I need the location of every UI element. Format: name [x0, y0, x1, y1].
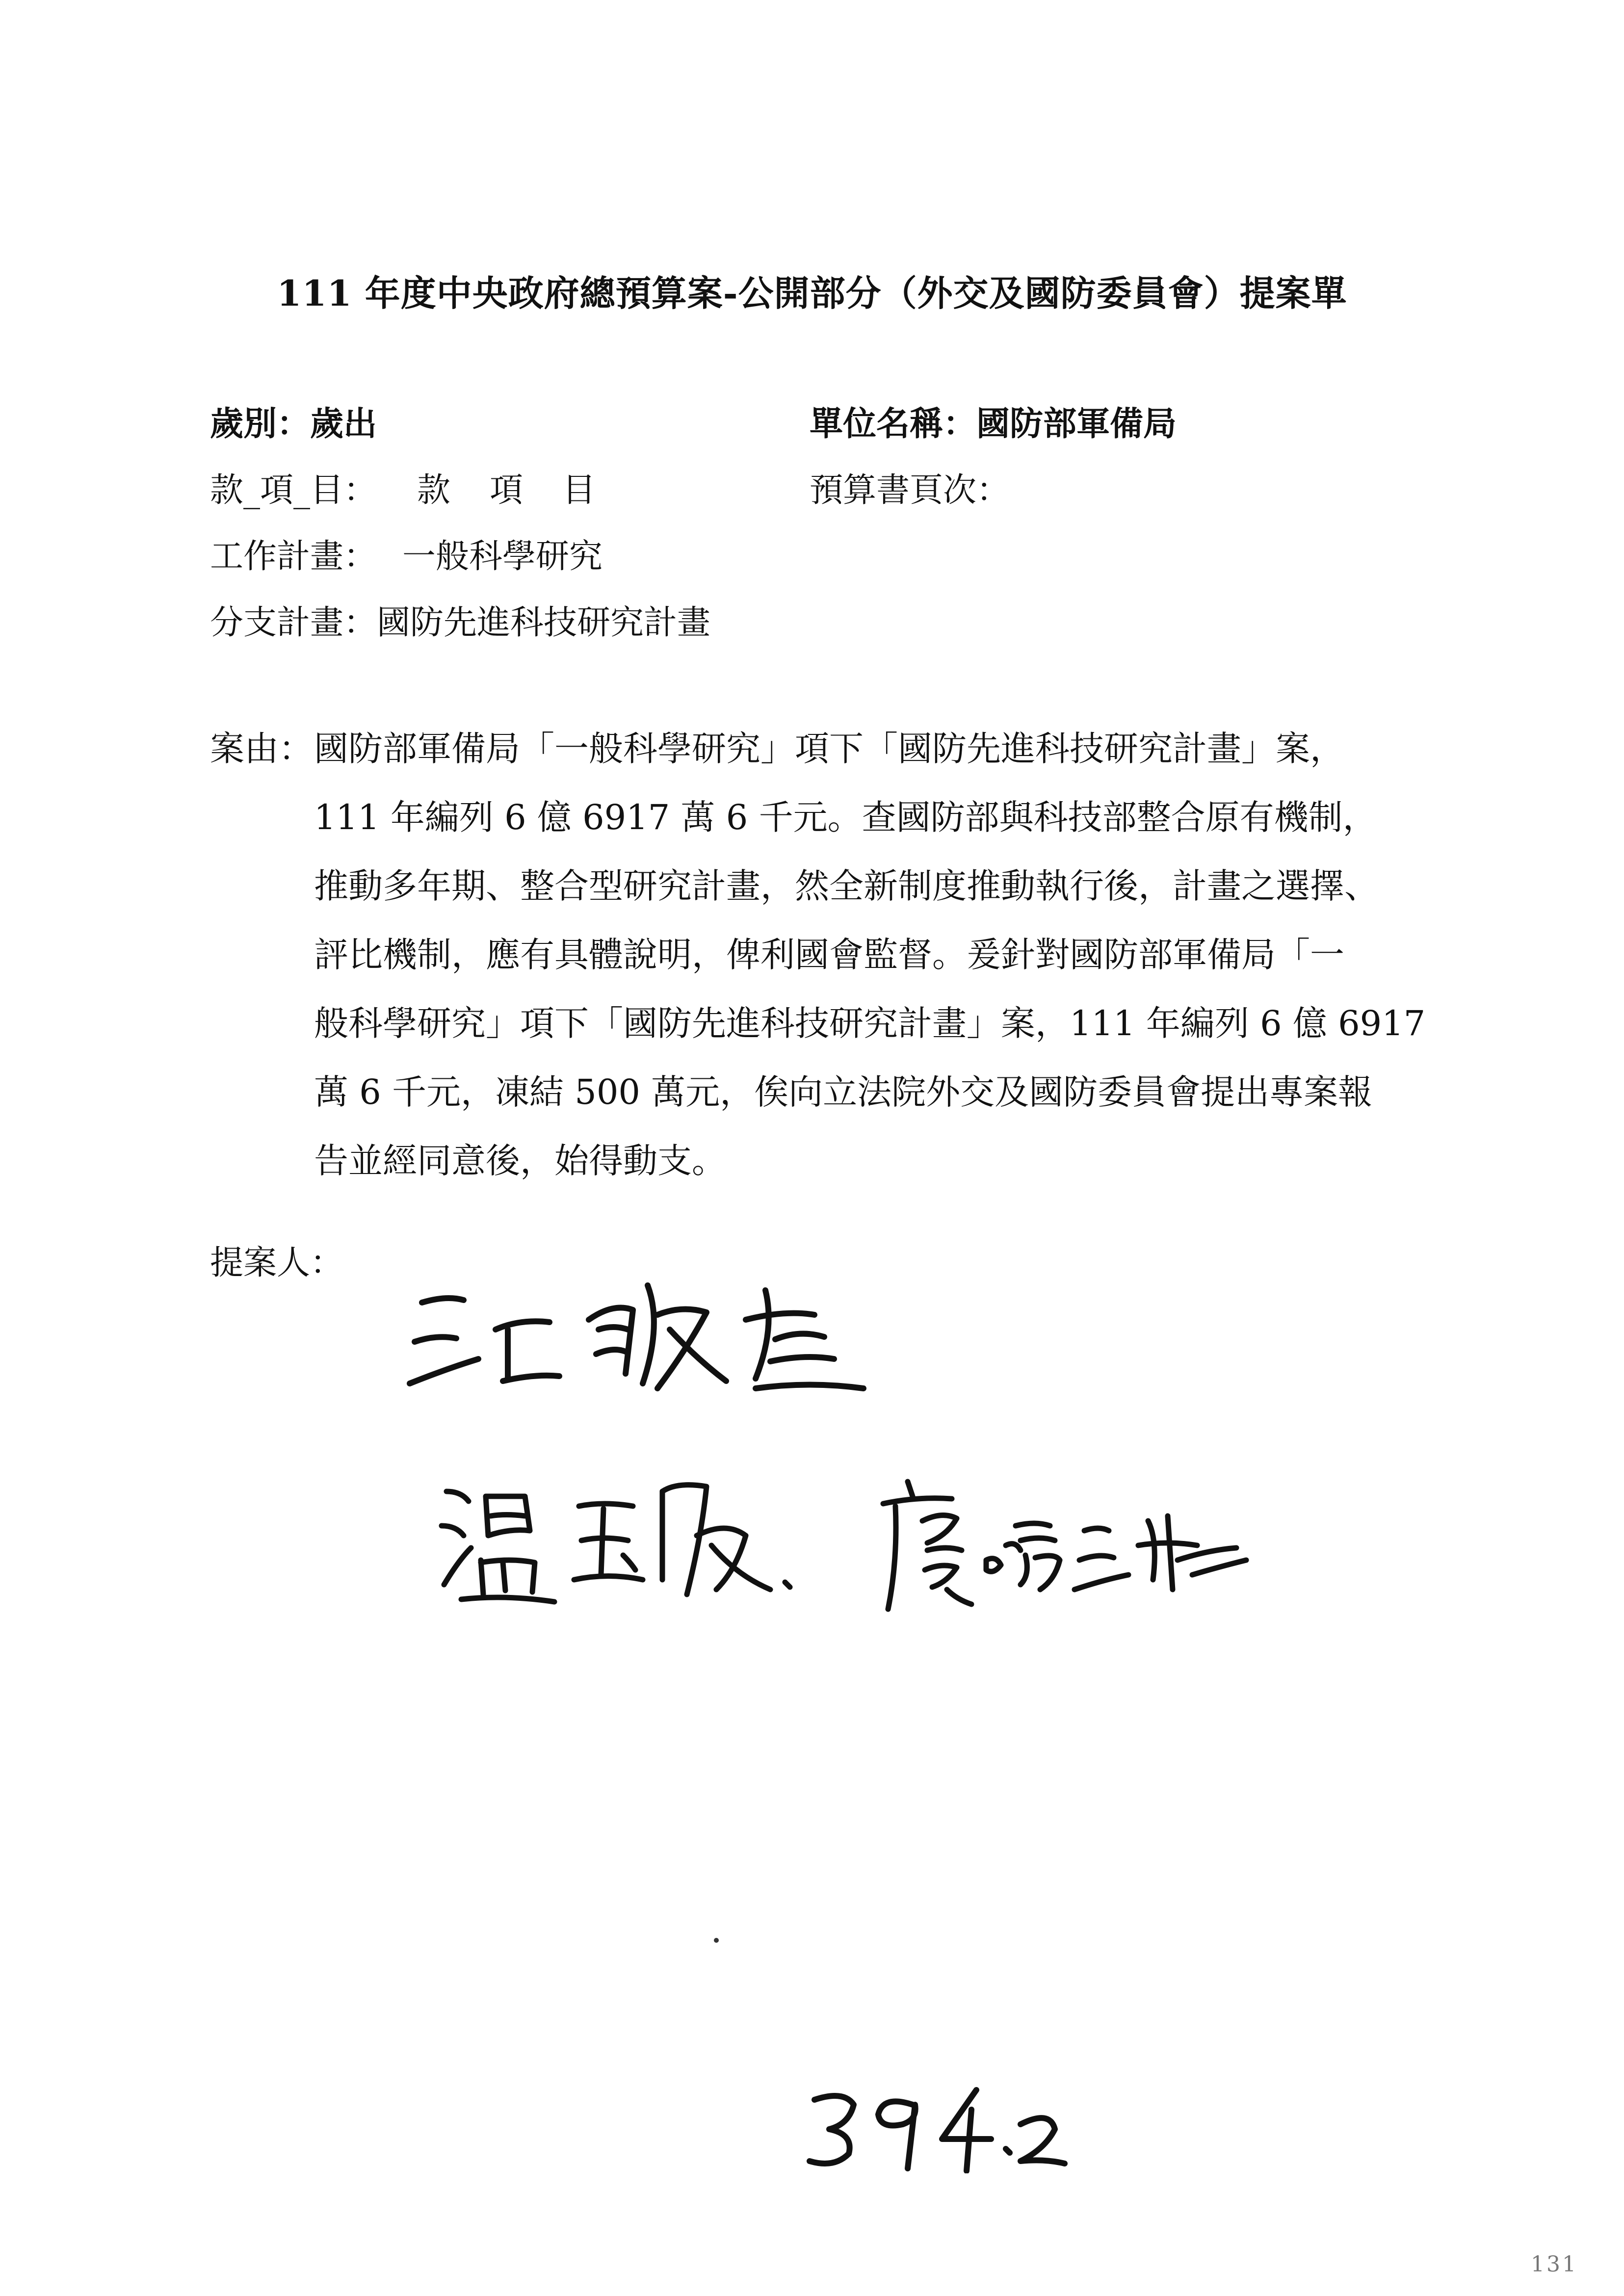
- branch-plan: 分支計畫：國防先進科技研究計畫: [210, 603, 711, 642]
- category-label: 歲別：歲出: [210, 404, 377, 444]
- unit-label: 單位名稱：國防部軍備局: [810, 404, 1177, 444]
- reason-line: 推動多年期、整合型研究計畫，然全新制度推動執行後，計畫之選擇、: [314, 866, 1379, 906]
- footer-page-number: 131: [1531, 2252, 1578, 2277]
- reason-label: 案由：: [210, 729, 313, 769]
- reason-line: 111 年編列 6 億 6917 萬 6 千元。查國防部與科技部整合原有機制，: [314, 797, 1377, 837]
- signature-liao: [873, 1462, 1266, 1619]
- item-label: 款_項_目：: [210, 471, 377, 510]
- signature-jiang: [402, 1256, 883, 1403]
- work-plan-value: 一般科學研究: [402, 537, 603, 576]
- scan-speck: [714, 1938, 719, 1943]
- reason-line: 國防部軍備局「一般科學研究」項下「國防先進科技研究計畫」案，: [314, 729, 1344, 769]
- reason-line: 般科學研究」項下「國防先進科技研究計畫」案，111 年編列 6 億 6917: [314, 1003, 1426, 1044]
- reason-line: 評比機制，應有具體說明，俾利國會監督。爰針對國防部軍備局「一: [314, 935, 1344, 975]
- work-plan-label: 工作計畫：: [210, 537, 377, 576]
- page-title: 111 年度中央政府總預算案-公開部分（外交及國防委員會）提案單: [277, 272, 1347, 314]
- reason-line: 告並經同意後，始得動支。: [314, 1141, 726, 1181]
- proposer-label: 提案人：: [210, 1244, 344, 1282]
- handwritten-page-code: [795, 2075, 1070, 2173]
- reason-line: 萬 6 千元，凍結 500 萬元，俟向立法院外交及國防委員會提出專案報: [314, 1072, 1373, 1112]
- item-value: 款 項 目: [417, 471, 599, 510]
- page-code-text: 394.2: [795, 2178, 835, 2194]
- signature-wen: [432, 1462, 810, 1614]
- budget-page-label: 預算書頁次：: [810, 471, 1010, 510]
